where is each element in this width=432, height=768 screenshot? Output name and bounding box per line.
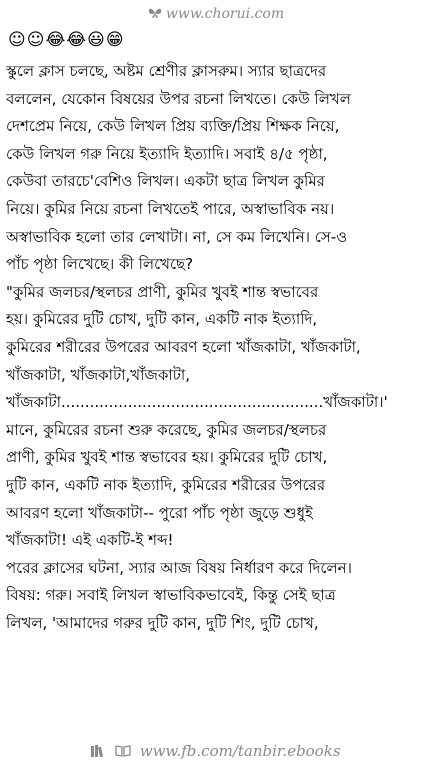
site-header bbox=[0, 6, 432, 26]
book-icon bbox=[115, 745, 135, 760]
text-line: মানে, কুমিরের রচনা শুরু করেছে, কুমির জলচর/স্থলচর bbox=[6, 420, 327, 439]
footer-url: www.fb.com/tanbir.ebooks bbox=[139, 742, 341, 760]
text-line: দুটি কান, একটি নাক ইত্যাদি, কুমিরের শরীরের উপরের bbox=[6, 475, 326, 494]
text-line: স্কুলে ক্লাস চলছে, অষ্টম শ্রেণীর ক্লাসরুম। স্যার ছাত্রদের bbox=[6, 62, 327, 80]
text-line: অস্বাভাবিক হলো তার লেখাটা। না, সে কম লিখেনি। সে-ও bbox=[6, 227, 348, 246]
text-line: প্রাণী, কুমির খুবই শান্ত স্বভাবের হয়। কুমিরের দুটি চোখ, bbox=[6, 448, 328, 467]
text-line: বললেন, যেকোন বিষয়ের উপর রচনা লিখতে। কেউ লিখল bbox=[6, 89, 351, 108]
text-line: "কুমির জলচর/স্থলচর প্রাণী, কুমির খুবই শান্ত স্বভাবের bbox=[6, 282, 319, 301]
story-text bbox=[6, 58, 428, 637]
site-footer bbox=[0, 742, 432, 760]
emoji-row: ☺☺😂😂😃😁 bbox=[8, 30, 125, 50]
text-line: খাঁজকাটা, খাঁজকাটা,খাঁজকাটা, bbox=[6, 365, 191, 384]
text-line: পাঁচ পৃষ্ঠা লিখেছে। কী লিখেছে? bbox=[6, 255, 194, 274]
text-line: আবরণ হলো খাঁজকাটা-- পুরো পাঁচ পৃষ্ঠা জুড়ে শুধুই bbox=[6, 503, 313, 522]
text-line: কুমিরের শরীরের উপরের আবরণ হলো খাঁজকাটা, খাঁজকাটা, bbox=[6, 337, 361, 356]
text-line: কেউবা তারচে'বেশিও লিখল। একটা ছাত্র লিখল কুমির bbox=[6, 172, 325, 191]
text-line: হয়। কুমিরের দুটি চোখ, দুটি কান, একটি নাক ইত্যাদি, bbox=[6, 310, 318, 329]
books-icon bbox=[91, 745, 109, 760]
text-line: খাঁজকাটা! এই একটি-ই শব্দ! bbox=[6, 531, 174, 550]
site-url: www.chorui.com bbox=[165, 6, 285, 22]
text-line: দেশপ্রেম নিয়ে, কেউ লিখল প্রিয় ব্যক্তি/প্রিয় শিক্ষক নিয়ে, bbox=[6, 117, 340, 136]
text-line: লিখল, 'আমাদের গরুর দুটি কান, দুটি শিং, দুটি চোখ, bbox=[6, 613, 319, 632]
text-line: নিয়ে। কুমির নিয়ে রচনা লিখতেই পারে, অস্বাভাবিক নয়। bbox=[6, 199, 335, 218]
text-line: পরের ক্লাসের ঘটনা, স্যার আজ বিষয় নির্ধারণ করে দিলেন। bbox=[6, 558, 352, 577]
text-line: বিষয়: গরু। সবাই লিখল স্বাভাবিকভাবেই, কিন্তু সেই ছাত্র bbox=[6, 586, 336, 605]
butterfly-icon bbox=[148, 7, 162, 21]
text-line: খাঁজকাটা.......................................................খাঁজকাটা।' bbox=[6, 393, 388, 412]
text-line: কেউ লিখল গরু নিয়ে ইত্যাদি ইত্যাদি। সবাই ৪/৫ পৃষ্ঠা, bbox=[6, 144, 328, 163]
